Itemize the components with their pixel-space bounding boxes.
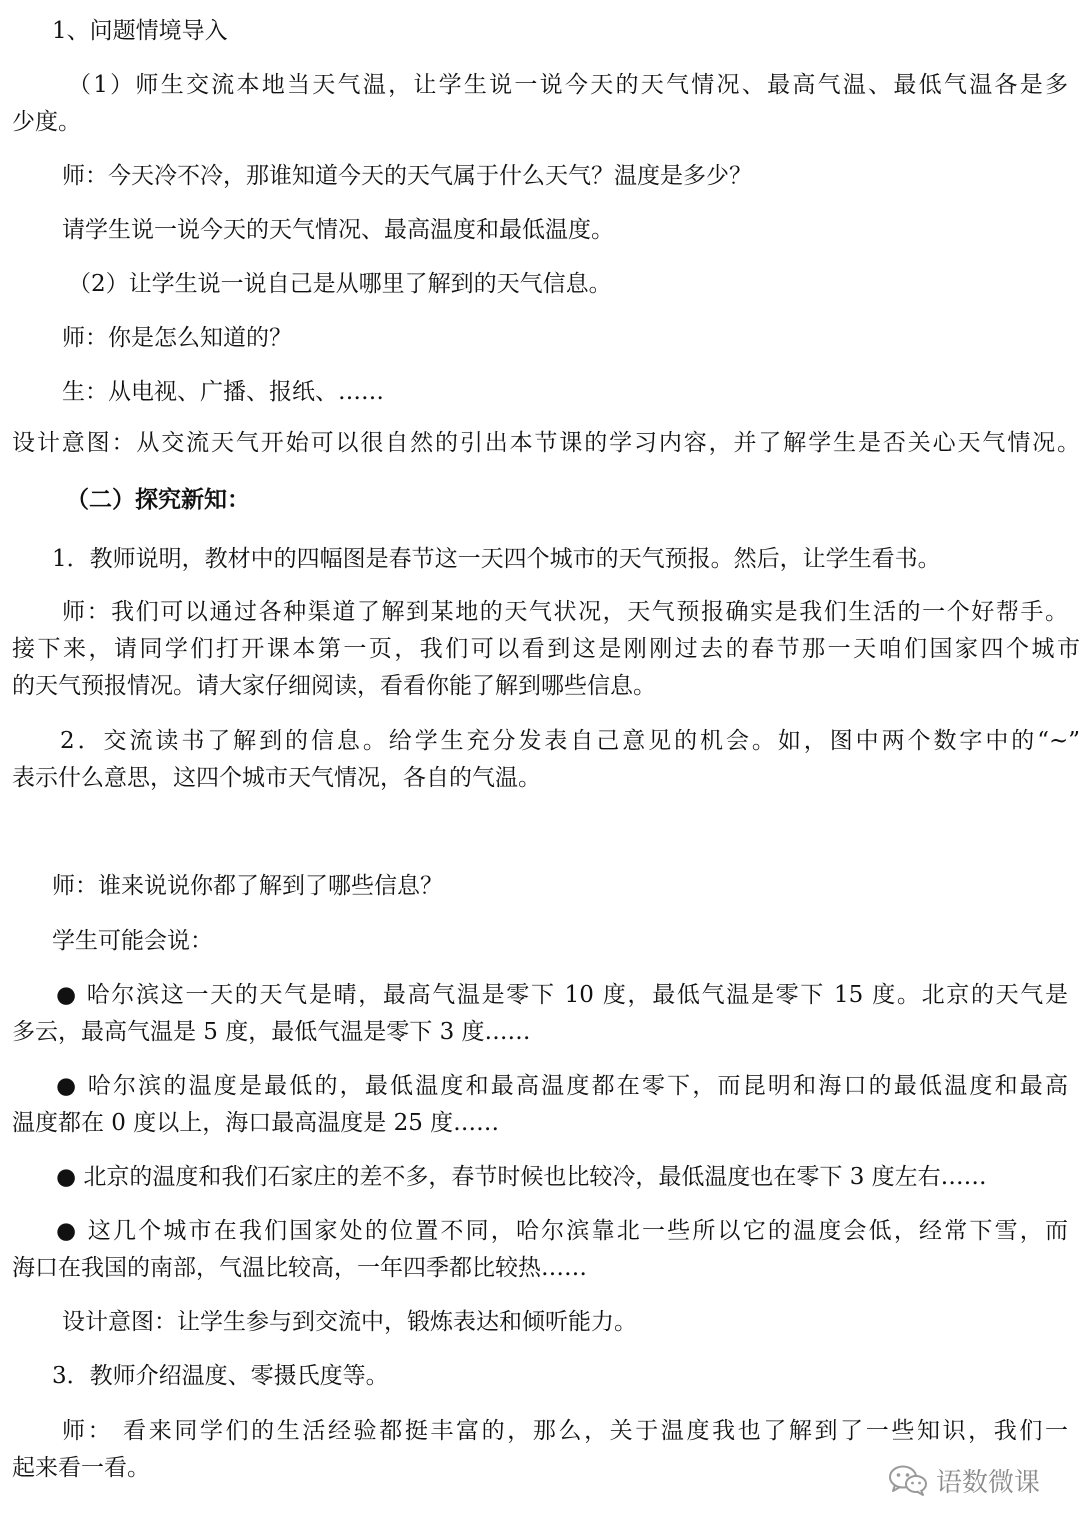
numbered-item: 2．交流读书了解到的信息。给学生充分发表自己意见的机会。如，图中两个数字中的“~” <box>60 728 1080 754</box>
teacher-paragraph-line: 接下来，请同学们打开课本第一页，我们可以看到这是刚刚过去的春节那一天咱们国家四个城市 <box>12 636 1080 662</box>
teacher-line: 师：今天冷不冷，那谁知道今天的天气属于什么天气？温度是多少？ <box>62 163 752 189</box>
heading-situation-intro: 1、问题情境导入 <box>52 18 228 44</box>
wechat-chat-icon <box>888 1463 928 1497</box>
design-intent: 设计意图：让学生参与到交流中，锻炼表达和倾听能力。 <box>62 1309 637 1335</box>
paragraph-line: 请学生说一说今天的天气情况、最高温度和最低温度。 <box>62 217 614 243</box>
bullet-item: ● 哈尔滨的温度是最低的，最低温度和最高温度都在零下，而昆明和海口的最低温度和最高 <box>56 1073 1068 1099</box>
paragraph-line: （1）师生交流本地当天气温，让学生说一说今天的天气情况、最高气温、最低气温各是多 <box>68 72 1068 98</box>
watermark-text: 语数微课 <box>936 1467 1041 1498</box>
paragraph-line: 表示什么意思，这四个城市天气情况，各自的气温。 <box>12 765 541 791</box>
teacher-line: 师：你是怎么知道的？ <box>62 325 292 351</box>
numbered-item: 3．教师介绍温度、零摄氏度等。 <box>52 1363 389 1389</box>
teacher-paragraph-line: 师：我们可以通过各种渠道了解到某地的天气状况，天气预报确实是我们生活的一个好帮手。 <box>62 599 1068 625</box>
watermark <box>888 1458 1040 1502</box>
paragraph-line: 少度。 <box>12 109 81 135</box>
teacher-paragraph-line: 的天气预报情况。请大家仔细阅读，看看你能了解到哪些信息。 <box>12 673 656 699</box>
teacher-paragraph-line: 起来看一看。 <box>12 1455 150 1481</box>
student-line: 生：从电视、广播、报纸、…… <box>62 379 384 405</box>
teacher-line: 师：谁来说说你都了解到了哪些信息？ <box>52 873 443 899</box>
design-intent: 设计意图：从交流天气开始可以很自然的引出本节课的学习内容，并了解学生是否关心天气情况。 <box>12 430 1080 456</box>
numbered-item: 1．教师说明，教材中的四幅图是春节这一天四个城市的天气预报。然后，让学生看书。 <box>52 546 941 572</box>
bullet-item-continuation: 温度都在 0 度以上，海口最高温度是 25 度…… <box>12 1110 500 1136</box>
bullet-item-continuation: 多云，最高气温是 5 度，最低气温是零下 3 度…… <box>12 1019 531 1045</box>
paragraph-line: 学生可能会说： <box>52 928 213 954</box>
section-heading-explore: （二）探究新知： <box>66 486 250 513</box>
bullet-item: ● 这几个城市在我们国家处的位置不同，哈尔滨靠北一些所以它的温度会低，经常下雪，而 <box>56 1218 1068 1244</box>
paragraph-line: （2）让学生说一说自己是从哪里了解到的天气信息。 <box>68 271 612 297</box>
teacher-paragraph-line: 师： 看来同学们的生活经验都挺丰富的，那么，关于温度我也了解到了一些知识，我们一 <box>62 1418 1068 1444</box>
bullet-item-continuation: 海口在我国的南部，气温比较高，一年四季都比较热…… <box>12 1255 587 1281</box>
bullet-item: ● 北京的温度和我们石家庄的差不多，春节时候也比较冷，最低温度也在零下 3 度左右…… <box>56 1164 987 1190</box>
bullet-item: ● 哈尔滨这一天的天气是晴，最高气温是零下 10 度，最低气温是零下 15 度。北京的天气是 <box>56 982 1068 1008</box>
